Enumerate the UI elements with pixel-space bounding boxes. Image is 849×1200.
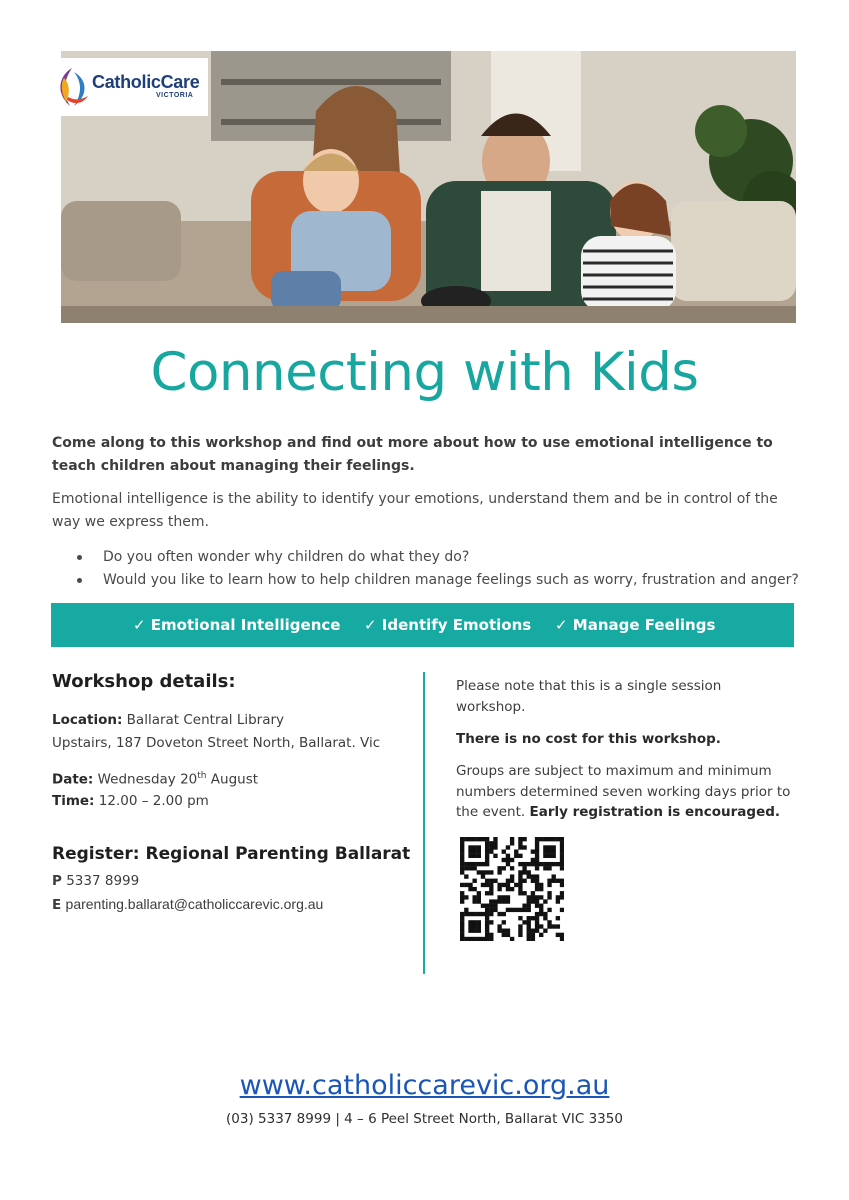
column-divider: [423, 672, 425, 974]
question-list: [52, 546, 812, 592]
footer-contact: (03) 5337 8999 | 4 – 6 Peel Street North, Ballarat VIC 3350: [226, 1111, 623, 1127]
date-month: August: [210, 771, 259, 788]
catholiccare-logo: [48, 58, 208, 116]
single-session-note: Please note that this is a single session workshop.: [456, 678, 722, 715]
logo-mark-icon: [52, 64, 92, 110]
time-value: 12.00 – 2.00 pm: [98, 793, 209, 809]
phone-value[interactable]: 5337 8999: [66, 873, 140, 889]
list-item: Would you like to learn how to help children manage feelings such as worry, frustration and anger?: [52, 569, 812, 592]
website-link[interactable]: www.catholiccarevic.org.au: [239, 1070, 610, 1101]
highlights-band: [51, 603, 794, 647]
groups-note: [456, 761, 791, 823]
workshop-heading: Workshop details:: [52, 671, 236, 692]
groups-text: Groups are subject to maximum and minimum numbers determined seven working days prior to the event.: [456, 763, 791, 820]
time-line: [52, 790, 209, 812]
email-link[interactable]: parenting.ballarat@catholiccarevic.org.au: [65, 896, 324, 912]
highlight-emotional-intelligence: ✓ Emotional Intelligence: [133, 616, 341, 634]
highlight-identify-emotions: ✓ Identify Emotions: [364, 616, 532, 634]
phone-label: P: [52, 873, 62, 889]
list-item: Do you often wonder why children do what they do?: [52, 546, 812, 569]
address-line: Upstairs, 187 Doveton Street North, Ballarat. Vic: [52, 735, 381, 751]
time-label: Time:: [52, 793, 95, 809]
location-label: Location:: [52, 712, 123, 728]
date-suffix: th: [197, 771, 207, 781]
email-label: E: [52, 897, 62, 913]
qr-code-icon: [460, 837, 564, 941]
intro-text: Come along to this workshop and find out more about how to use emotional intelligence to teach children about managing their feelings.: [52, 435, 773, 474]
location-line: [52, 709, 284, 731]
date-label: Date:: [52, 771, 94, 788]
logo-subtitle: VICTORIA: [156, 92, 194, 99]
highlight-manage-feelings: ✓ Manage Feelings: [555, 616, 716, 634]
definition-paragraph: Emotional intelligence is the ability to identify your emotions, understand them and be in control of the way we express them.: [52, 491, 778, 530]
no-cost-note: There is no cost for this workshop.: [456, 731, 721, 747]
register-heading: Register: Regional Parenting Ballarat: [52, 844, 411, 864]
page-title: Connecting with Kids: [150, 342, 699, 403]
location-value: Ballarat Central Library: [126, 712, 285, 728]
date-line: [52, 765, 258, 791]
logo-name: CatholicCare: [92, 72, 200, 92]
qr-code[interactable]: [460, 837, 564, 941]
phone-line: [52, 871, 139, 891]
date-value: Wednesday 20: [97, 771, 198, 788]
email-line: [52, 894, 323, 915]
early-registration-text: Early registration is encouraged.: [529, 804, 781, 820]
